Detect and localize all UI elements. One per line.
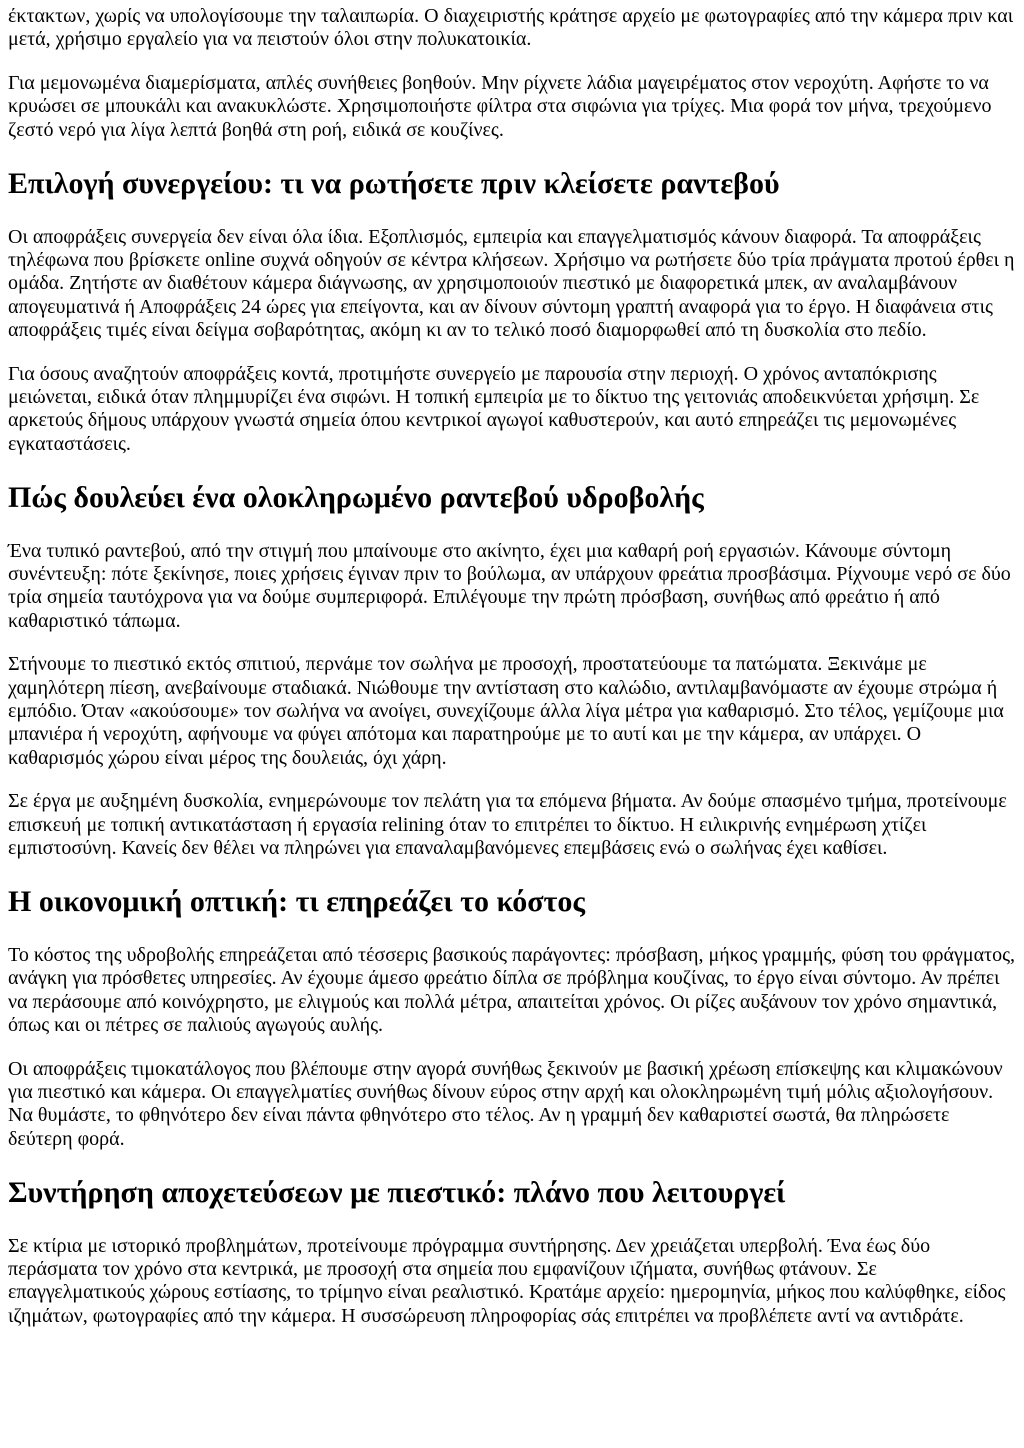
article-body (8, 5, 1016, 1328)
section-heading-cost-factors: Η οικονομική οπτική: τι επηρεάζει το κόστος (8, 885, 586, 919)
paragraph: Στήνουμε το πιεστικό εκτός σπιτιού, περνάμε τον σωλήνα με προσοχή, προστατεύουμε τα πατώματα. Ξεκινάμε με χαμηλότερη πίεση, ανεβαίνουμε σταδιακά. Νιώθουμε την αντίσταση στο καλώδιο, αντιλαμβανόμαστε αν έχουμε στρώμα ή εμπόδιο. Όταν «ακούσουμε» τον σωλήνα να ανοίγει, συνεχίζουμε άλλα λίγα μέτρα για καθαρισμό. Στο τέλος, γεμίζουμε μια μπανιέρα ή νεροχύτη, αφήνουμε να φύγει απότομα και παρατηρούμε με το αυτί και με την κάμερα, αν υπάρχει. Ο καθαρισμός χώρου είναι μέρος της δουλειάς, όχι χάρη. (8, 653, 1004, 769)
section-heading-choosing-crew: Επιλογή συνεργείου: τι να ρωτήσετε πριν κλείσετε ραντεβού (8, 166, 780, 200)
paragraph: Για μεμονωμένα διαμερίσματα, απλές συνήθειες βοηθούν. Μην ρίχνετε λάδια μαγειρέματος στον νεροχύτη. Αφήστε το να κρυώσει σε μπουκάλι και ανακυκλώστε. Χρησιμοποιήστε φίλτρα στα σιφώνια για τρίχες. Μια φορά τον μήνα, τρεχούμενο ζεστό νερό για λίγα λεπτά βοηθά στη ροή, ειδικά σε κουζίνες. (8, 71, 992, 141)
paragraph: Οι αποφράξεις τιμοκατάλογος που βλέπουμε στην αγορά συνήθως ξεκινούν με βασική χρέωση επίσκεψης και κλιμακώνουν για πιεστικό και κάμερα. Οι επαγγελματίες συνήθως δίνουν εύρος στην αρχή και ολοκληρωμένη τιμή μόλις αξιολογήσουν. Να θυμάστε, το φθηνότερο δεν είναι πάντα φθηνότερο στο τέλος. Αν η γραμμή δεν καθαριστεί σωστά, θα πληρώσετε δεύτερη φορά. (8, 1057, 1003, 1150)
section-heading-hydrojet-appointment: Πώς δουλεύει ένα ολοκληρωμένο ραντεβού υδροβολής (8, 481, 704, 515)
paragraph: Σε έργα με αυξημένη δυσκολία, ενημερώνουμε τον πελάτη για τα επόμενα βήματα. Αν δούμε σπασμένο τμήμα, προτείνουμε επισκευή με τοπική αντικατάσταση ή εργασία relining όταν το επιτρέπει το δίκτυο. Η ειλικρινής ενημέρωση χτίζει εμπιστοσύνη. Κανείς δεν θέλει να πληρώνει για επαναλαμβανόμενες επεμβάσεις ενώ ο σωλήνας έχει καθίσει. (8, 790, 1007, 859)
paragraph-continuation: έκτακτων, χωρίς να υπολογίσουμε την ταλαιπωρία. Ο διαχειριστής κράτησε αρχείο με φωτογραφίες από την κάμερα πριν και μετά, χρήσιμο εργαλείο για να πειστούν όλοι στην πολυκατοικία. (8, 5, 1014, 51)
paragraph: Για όσους αναζητούν αποφράξεις κοντά, προτιμήστε συνεργείο με παρουσία στην περιοχή. Ο χρόνος ανταπόκρισης μειώνεται, ειδικά όταν πλημμυρίζει ένα σιφώνι. Η τοπική εμπειρία με το δίκτυο της γειτονιάς αποδεικνύεται χρήσιμη. Σε αρκετούς δήμους υπάρχουν γνωστά σημεία όπου κεντρικοί αγωγοί καθυστερούν, και αυτό επηρεάζει τις μεμονωμένες εγκαταστάσεις. (8, 362, 980, 455)
paragraph: Οι αποφράξεις συνεργεία δεν είναι όλα ίδια. Εξοπλισμός, εμπειρία και επαγγελματισμός κάνουν διαφορά. Τα αποφράξεις τηλέφωνα που βρίσκετε online συχνά οδηγούν σε κέντρα κλήσεων. Χρήσιμο να ρωτήσετε δύο τρία πράγματα προτού έρθει η ομάδα. Ζητήστε αν διαθέτουν κάμερα διάγνωσης, αν χρησιμοποιούν πιεστικό με διαφορετικά μπεκ, αν αναλαμβάνουν απογευματινά ή Αποφράξεις 24 ώρες για επείγοντα, και αν δίνουν σύντομη γραπτή αναφορά για το έργο. Η διαφάνεια στις αποφράξεις τιμές είναι δείγμα σοβαρότητας, ακόμη κι αν το τελικό ποσό διαμορφωθεί από τη δυσκολία στο πεδίο. (8, 225, 1015, 342)
paragraph: Ένα τυπικό ραντεβού, από την στιγμή που μπαίνουμε στο ακίνητο, έχει μια καθαρή ροή εργασιών. Κάνουμε σύντομη συνέντευξη: πότε ξεκίνησε, ποιες χρήσεις έγιναν πριν το βούλωμα, αν υπάρχουν φρεάτια προσβάσιμα. Ρίχνουμε νερό σε δύο τρία σημεία ταυτόχρονα για να δούμε συμπεριφορά. Επιλέγουμε την πρώτη πρόσβαση, συνήθως από φρεάτιο ή από καθαριστικό τάπωμα. (8, 539, 1011, 632)
paragraph: Το κόστος της υδροβολής επηρεάζεται από τέσσερις βασικούς παράγοντες: πρόσβαση, μήκος γραμμής, φύση του φράγματος, ανάγκη για πρόσθετες υπηρεσίες. Αν έχουμε άμεσο φρεάτιο δίπλα σε πρόβλημα κουζίνας, το έργο είναι σύντομο. Αν πρέπει να περάσουμε από κοινόχρηστο, με ελιγμούς και πολλά μέτρα, απαιτείται χρόνος. Οι ρίζες αυξάνουν τον χρόνο σημαντικά, όπως και οι πέτρες σε παλιούς αγωγούς αυλής. (8, 943, 1016, 1037)
section-heading-maintenance-plan: Συντήρηση αποχετεύσεων με πιεστικό: πλάνο που λειτουργεί (8, 1176, 786, 1210)
paragraph: Σε κτίρια με ιστορικό προβλημάτων, προτείνουμε πρόγραμμα συντήρησης. Δεν χρειάζεται υπερβολή. Ένα έως δύο περάσματα τον χρόνο στα κεντρικά, με προσοχή στα σημεία που εμφανίζουν ιζήματα, συνήθως φτάνουν. Σε επαγγελματικούς χώρους εστίασης, το τρίμηνο είναι ρεαλιστικό. Κρατάμε αρχείο: ημερομηνία, μήκος που καλύφθηκε, είδος ιζημάτων, φωτογραφίες από την κάμερα. Η συσσώρευση πληροφορίας σάς επιτρέπει να προβλέπετε αντί να αντιδράτε. (8, 1234, 1006, 1327)
